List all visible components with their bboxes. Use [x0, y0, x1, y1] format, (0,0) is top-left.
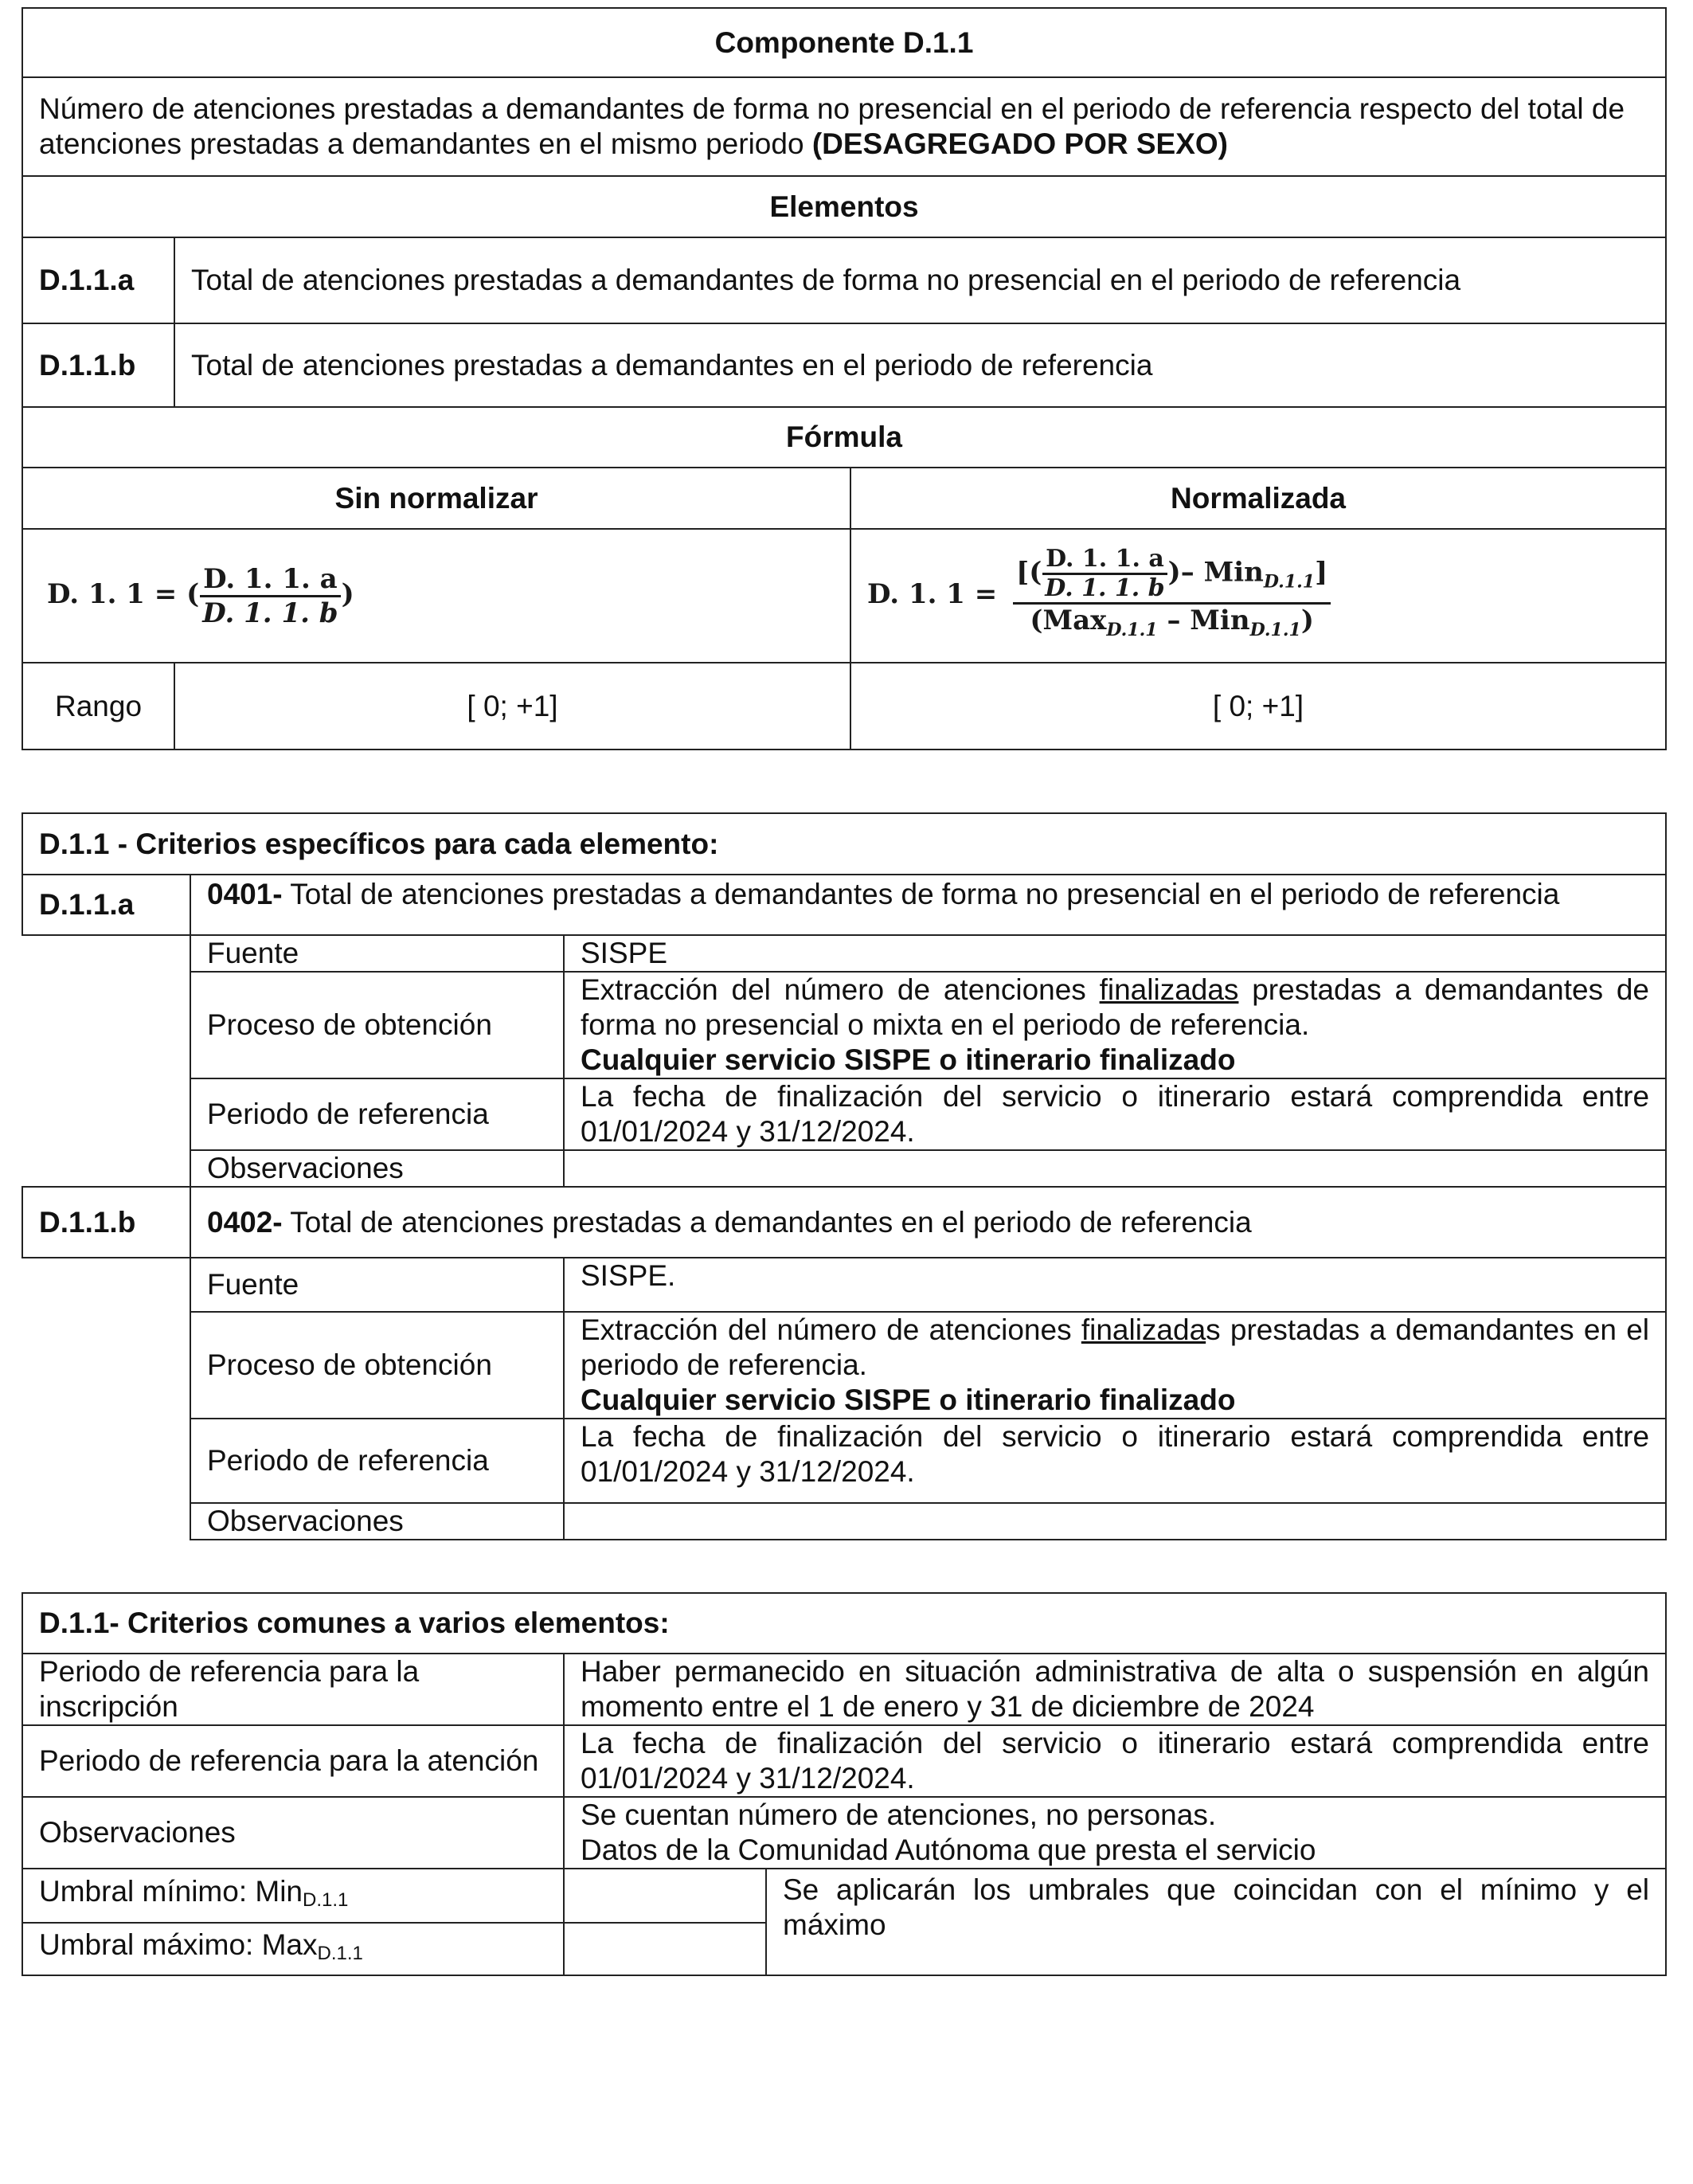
- rango-sin-normalizar: [ 0; +1]: [174, 663, 850, 750]
- fuente-label: Fuente: [190, 935, 564, 972]
- common-row-value: Se cuentan número de atenciones, no personas. Datos de la Comunidad Autónoma que presta el servicio: [564, 1797, 1666, 1869]
- umbral-min-label: Umbral mínimo: MinD.1.1: [22, 1869, 564, 1923]
- umbral-min-value: [564, 1869, 766, 1923]
- observaciones-label: Observaciones: [190, 1150, 564, 1187]
- proceso-label: Proceso de obtención: [190, 972, 564, 1078]
- component-table: [22, 7, 1667, 750]
- element-code: D.1.1.b: [22, 323, 174, 407]
- proceso-label: Proceso de obtención: [190, 1312, 564, 1419]
- periodo-value: La fecha de finalización del servicio o itinerario estará comprendida entre 01/01/2024 y 31/12/2024.: [564, 1419, 1666, 1503]
- common-row-value: Haber permanecido en situación administrativa de alta o suspensión en algún momento entre el 1 de enero y 31 de diciembre de 2024: [564, 1654, 1666, 1725]
- rango-normalizada: [ 0; +1]: [850, 663, 1666, 750]
- formula-normalizada: D. 1. 1 = [( $\frac{D. 1. 1. a}{D. 1. 1. b}$ )– Min$_{D.1.1}$] (Max$_{D.1.1}$ – Min$_{D.1.1}$): [850, 529, 1666, 663]
- common-row-value: La fecha de finalización del servicio o itinerario estará comprendida entre 01/01/2024 y 31/12/2024.: [564, 1725, 1666, 1797]
- element-code: D.1.1.a: [22, 237, 174, 323]
- umbral-max-value: [564, 1923, 766, 1975]
- element-text: Total de atenciones prestadas a demandantes en el periodo de referencia: [174, 323, 1666, 407]
- criteria-common-table: [22, 1592, 1667, 1976]
- criteria-specific-table: [22, 812, 1667, 1540]
- fuente-value: SISPE: [564, 935, 1666, 972]
- common-row-label: Periodo de referencia para la atención: [22, 1725, 564, 1797]
- observaciones-value: [564, 1503, 1666, 1540]
- component-title: Componente D.1.1: [22, 8, 1666, 77]
- proceso-value: Extracción del número de atenciones finalizadas prestadas a demandantes de forma no presencial o mixta en el periodo de referencia. Cualquier servicio SISPE o itinerario finalizado: [564, 972, 1666, 1078]
- periodo-value: La fecha de finalización del servicio o itinerario estará comprendida entre 01/01/2024 y 31/12/2024.: [564, 1078, 1666, 1150]
- umbral-max-label: Umbral máximo: MaxD.1.1: [22, 1923, 564, 1975]
- item-code: D.1.1.a: [22, 875, 190, 935]
- common-row-label: Periodo de referencia para la inscripción: [22, 1654, 564, 1725]
- umbral-note: Se aplicarán los umbrales que coincidan con el mínimo y el máximo: [766, 1869, 1666, 1975]
- elements-header: Elementos: [22, 176, 1666, 237]
- normalizada-header: Normalizada: [850, 468, 1666, 529]
- fuente-value: SISPE.: [564, 1258, 1666, 1312]
- observaciones-value: [564, 1150, 1666, 1187]
- item-heading: 0401- Total de atenciones prestadas a demandantes de forma no presencial en el periodo de referencia: [190, 875, 1666, 935]
- periodo-label: Periodo de referencia: [190, 1419, 564, 1503]
- item-heading: 0402- Total de atenciones prestadas a demandantes en el periodo de referencia: [190, 1187, 1666, 1258]
- common-row-label: Observaciones: [22, 1797, 564, 1869]
- component-description: Número de atenciones prestadas a demandantes de forma no presencial en el periodo de referencia respecto del total de atenciones prestadas a demandantes en el mismo periodo (DESAGREGADO POR SEXO): [22, 77, 1666, 176]
- sin-normalizar-header: Sin normalizar: [22, 468, 850, 529]
- rango-label: Rango: [22, 663, 174, 750]
- element-text: Total de atenciones prestadas a demandantes de forma no presencial en el periodo de referencia: [174, 237, 1666, 323]
- criteria-specific-title: D.1.1 - Criterios específicos para cada elemento:: [22, 813, 1666, 875]
- fuente-label: Fuente: [190, 1258, 564, 1312]
- formula-sin-normalizar: D. 1. 1 = ( $\frac{D. 1. 1. a}{D. 1. 1. b}$ ): [22, 529, 850, 663]
- item-code: D.1.1.b: [22, 1187, 190, 1258]
- formula-header: Fórmula: [22, 407, 1666, 468]
- criteria-common-title: D.1.1- Criterios comunes a varios elementos:: [22, 1593, 1666, 1654]
- periodo-label: Periodo de referencia: [190, 1078, 564, 1150]
- proceso-value: Extracción del número de atenciones finalizadas prestadas a demandantes en el periodo de referencia. Cualquier servicio SISPE o itinerario finalizado: [564, 1312, 1666, 1419]
- observaciones-label: Observaciones: [190, 1503, 564, 1540]
